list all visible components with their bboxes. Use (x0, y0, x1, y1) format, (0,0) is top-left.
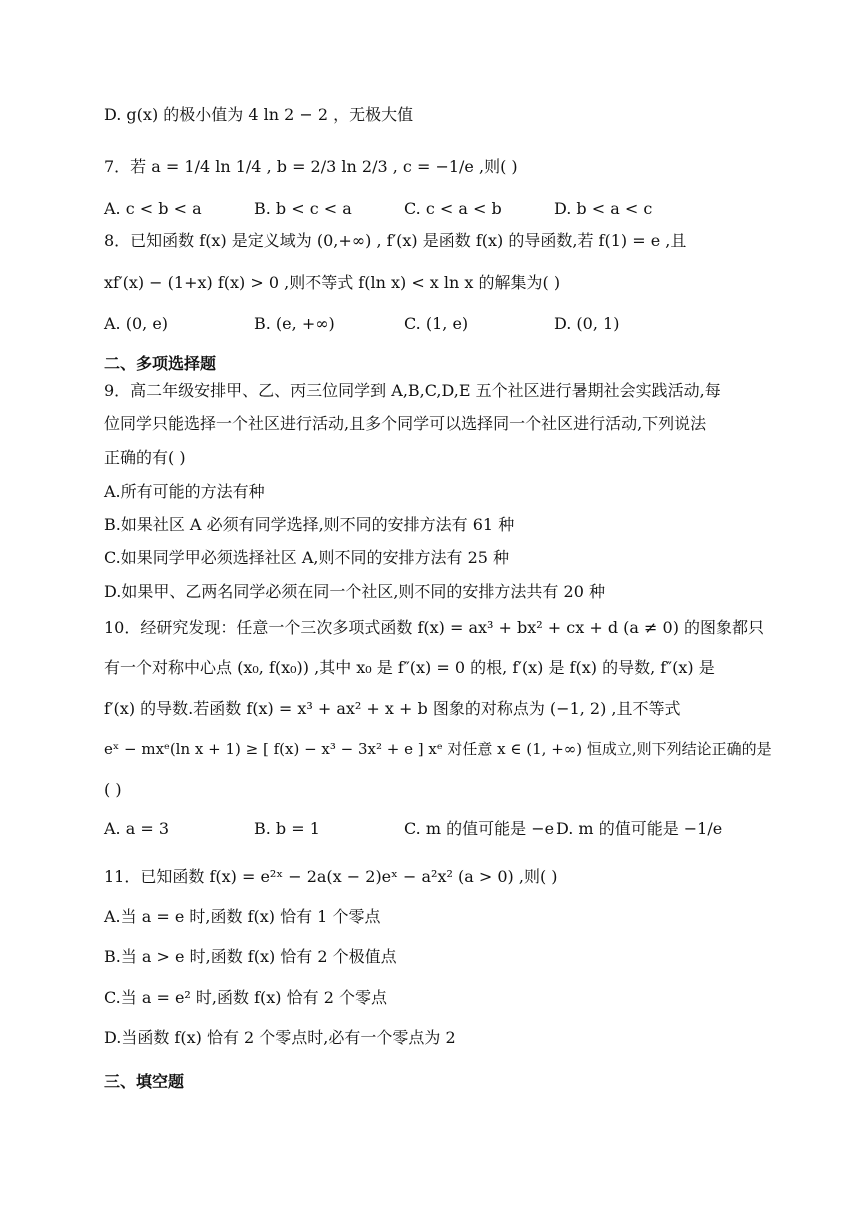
q10-stem-line4: eˣ − mxᵉ(ln x + 1) ≥ [ f(x) − x³ − 3x² + e ] xᵉ 对任意 x ∈ (1, +∞) 恒成立,则下列结论正确的是 (104, 740, 772, 758)
q7-option-c: C. c < a < b (404, 199, 502, 218)
q10-option-b: B. b = 1 (254, 819, 320, 838)
q8-stem-line1: 8．已知函数 f(x) 是定义域为 (0,+∞) , f′(x) 是函数 f(x) 的导函数,若 f(1) = e ,且 (104, 231, 687, 250)
q10-stem-line5: ( ) (104, 780, 122, 799)
q11-option-a: A.当 a = e 时,函数 f(x) 恰有 1 个零点 (104, 907, 381, 926)
q11-option-c: C.当 a = e² 时,函数 f(x) 恰有 2 个零点 (104, 988, 387, 1007)
q8-option-c: C. (1, e) (404, 314, 469, 333)
q7-option-a: A. c < b < a (104, 199, 202, 218)
q10-stem-line3: f′(x) 的导数.若函数 f(x) = x³ + ax² + x + b 图象的对称点为 (−1, 2) ,且不等式 (104, 699, 681, 718)
section-title-multiple-choice: 二、多项选择题 (104, 354, 217, 373)
q9-option-d: D.如果甲、乙两名同学必须在同一个社区,则不同的安排方法共有 20 种 (104, 582, 605, 601)
q9-option-b: B.如果社区 A 必须有同学选择,则不同的安排方法有 61 种 (104, 515, 515, 534)
q8-option-a: A. (0, e) (104, 314, 169, 333)
q9-stem-line3: 正确的有( ) (104, 448, 186, 467)
q8-stem-line2: xf′(x) − (1+x) f(x) > 0 ,则不等式 f(ln x) < x ln x 的解集为( ) (104, 273, 561, 292)
q10-stem-line2: 有一个对称中心点 (x₀, f(x₀)) ,其中 x₀ 是 f″(x) = 0 的根, f′(x) 是 f(x) 的导数, f″(x) 是 (104, 658, 715, 677)
q6-option-d: D. g(x) 的极小值为 4 ln 2 − 2 ，无极大值 (104, 105, 414, 124)
q7-option-b: B. b < c < a (254, 199, 352, 218)
section-title-fill-in: 三、填空题 (104, 1072, 185, 1091)
q7-option-d: D. b < a < c (554, 199, 653, 218)
q10-stem-line1: 10．经研究发现：任意一个三次多项式函数 f(x) = ax³ + bx² + cx + d (a ≠ 0) 的图象都只 (104, 618, 765, 637)
q8-option-d: D. (0, 1) (554, 314, 620, 333)
q9-stem-line2: 位同学只能选择一个社区进行活动,且多个同学可以选择同一个社区进行活动,下列说法 (104, 414, 707, 433)
q11-option-d: D.当函数 f(x) 恰有 2 个零点时,必有一个零点为 2 (104, 1028, 456, 1047)
q7-stem: 7．若 a = 1/4 ln 1/4 , b = 2/3 ln 2/3 , c = −1/e ,则( ) (104, 157, 518, 176)
q11-option-b: B.当 a > e 时,函数 f(x) 恰有 2 个极值点 (104, 947, 397, 966)
q11-stem: 11．已知函数 f(x) = e²ˣ − 2a(x − 2)eˣ − a²x² (a > 0) ,则( ) (104, 867, 558, 886)
q9-option-c: C.如果同学甲必须选择社区 A,则不同的安排方法有 25 种 (104, 548, 510, 567)
q8-option-b: B. (e, +∞) (254, 314, 335, 333)
q9-option-a: A.所有可能的方法有种 (104, 482, 265, 501)
q10-option-d: D. m 的值可能是 −1/e (556, 819, 723, 838)
q10-option-c: C. m 的值可能是 −e (404, 819, 555, 838)
q10-option-a: A. a = 3 (104, 819, 170, 838)
q9-stem-line1: 9．高二年级安排甲、乙、丙三位同学到 A,B,C,D,E 五个社区进行暑期社会实践活动,每 (104, 381, 721, 400)
